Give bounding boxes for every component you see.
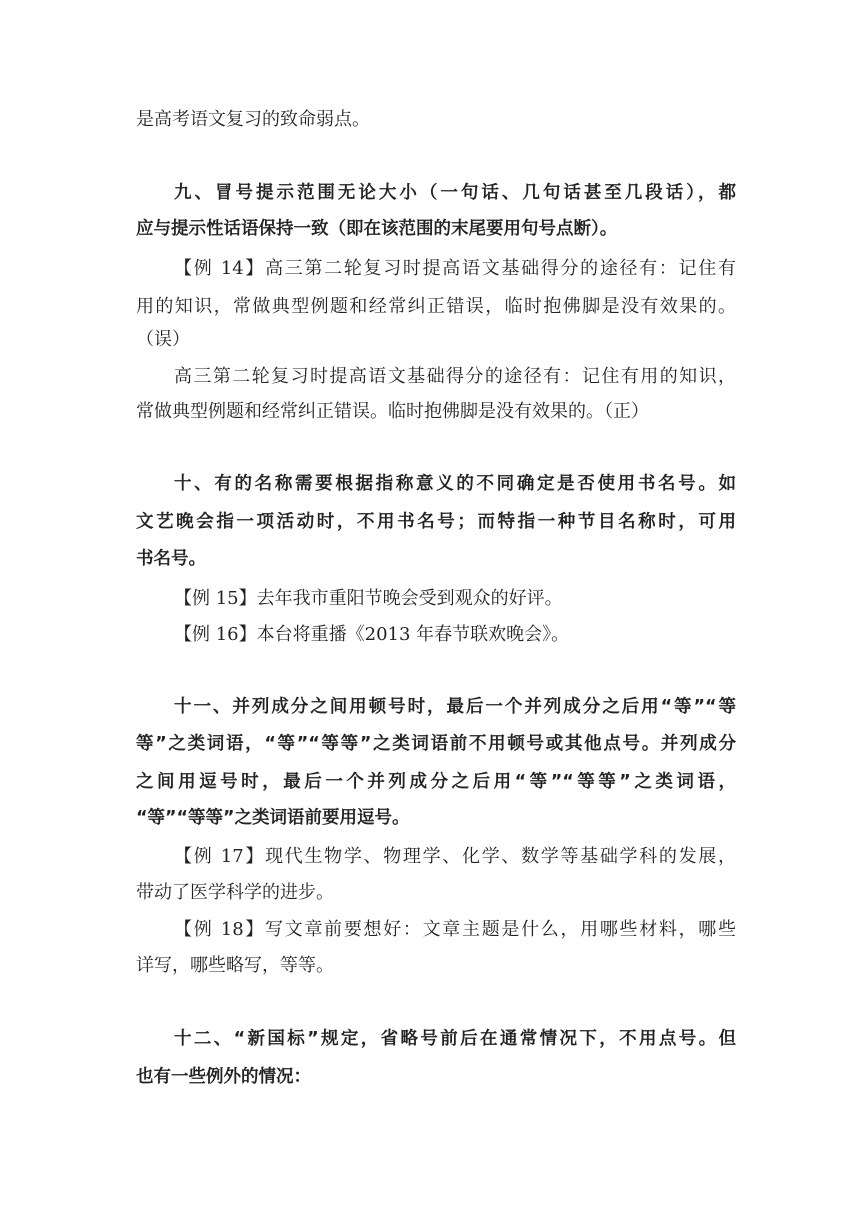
rule-heading-12: 十二、“新国标”规定，省略号前后在通常情况下，不用点号。但: [174, 1029, 736, 1049]
rule-heading-9: 九、冒号提示范围无论大小（一句话、几句话甚至几段话），都: [174, 183, 736, 203]
paragraph-line: 是高考语文复习的致命弱点。: [136, 109, 370, 130]
example-15: 【例 15】去年我市重阳节晚会受到观众的好评。: [174, 588, 563, 609]
rule-heading-10-cont: 书名号。: [136, 549, 206, 569]
example-14-correct-line: 高三第二轮复习时提高语文基础得分的途径有：记住有用的知识，: [174, 366, 736, 387]
rule-heading-10: 十、有的名称需要根据指称意义的不同确定是否使用书名号。如: [174, 474, 736, 494]
example-14-mark: （误）: [136, 329, 190, 350]
rule-heading-11-cont: 之间用逗号时，最后一个并列成分之后用“等”“等等”之类词语，: [136, 772, 736, 792]
rule-heading-9-cont: 应与提示性话语保持一致（即在该范围的末尾要用句号点断）。: [136, 219, 618, 239]
example-16: 【例 16】本台将重播《2013 年春节联欢晚会》。: [174, 624, 570, 645]
rule-heading-10-cont: 文艺晚会指一项活动时，不用书名号；而特指一种节目名称时，可用: [136, 512, 736, 532]
example-14-line: 用的知识，常做典型例题和经常纠正错误，临时抱佛脚是没有效果的。: [136, 296, 736, 317]
example-17-line: 带动了医学科学的进步。: [136, 882, 334, 903]
example-18-line: 详写，哪些略写，等等。: [136, 955, 334, 976]
rule-heading-11: 十一、并列成分之间用顿号时，最后一个并列成分之后用“等”“等: [174, 697, 736, 717]
rule-heading-11-cont: “等”“等等”之类词语前要用逗号。: [136, 808, 410, 828]
example-17-line: 【例 17】现代生物学、物理学、化学、数学等基础学科的发展，: [174, 846, 736, 867]
rule-heading-12-cont: 也有一些例外的情况：: [136, 1067, 311, 1087]
example-14-line: 【例 14】高三第二轮复习时提高语文基础得分的途径有：记住有: [174, 258, 736, 279]
rule-heading-11-cont: 等”之类词语，“等”“等等”之类词语前不用顿号或其他点号。并列成分: [136, 734, 736, 754]
example-18-line: 【例 18】写文章前要想好：文章主题是什么，用哪些材料，哪些: [174, 919, 736, 940]
example-14-correct-line: 常做典型例题和经常纠正错误。临时抱佛脚是没有效果的。（正）: [136, 401, 649, 422]
